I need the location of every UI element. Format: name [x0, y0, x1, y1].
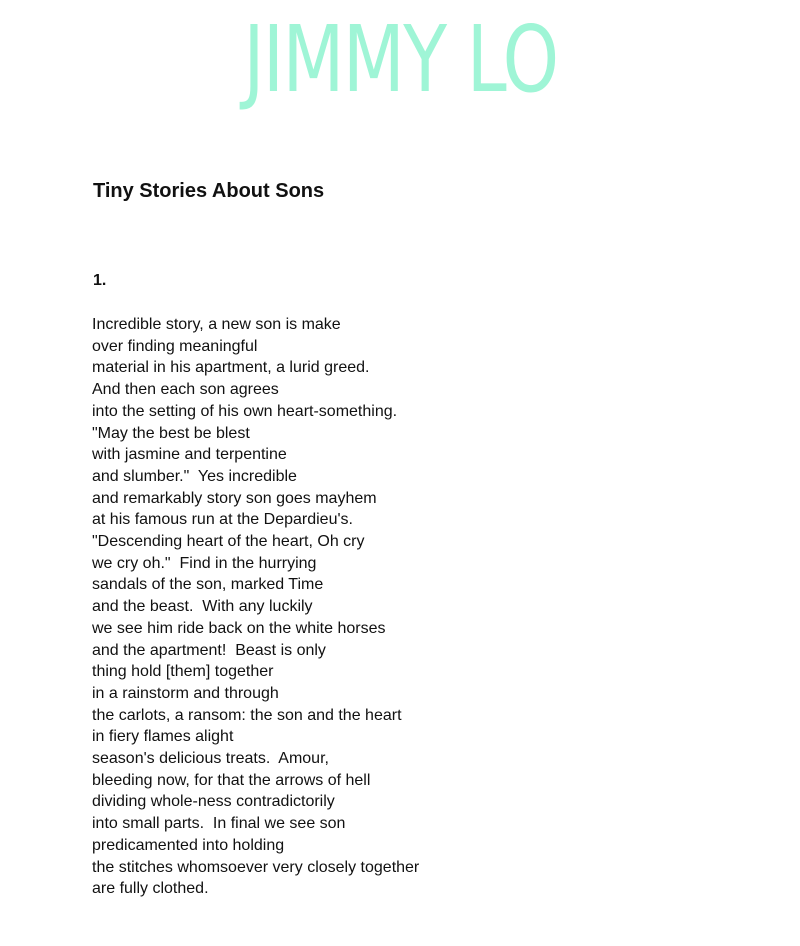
poem-line: and slumber." Yes incredible	[92, 467, 297, 485]
poem-line: over finding meaningful	[92, 337, 258, 355]
poem-line: "May the best be blest	[92, 424, 250, 442]
poem-line: with jasmine and terpentine	[92, 446, 287, 464]
poem-line: season's delicious treats. Amour,	[92, 750, 329, 768]
poem-line: the stitches whomsoever very closely together	[92, 858, 420, 876]
poem-line: and remarkably story son goes mayhem	[92, 489, 377, 507]
poem-line: and the beast. With any luckily	[92, 598, 313, 616]
poem-line: we see him ride back on the white horses	[92, 619, 386, 637]
site-title-text: JIMMY LO	[242, 6, 558, 113]
section-number: 1.	[93, 272, 107, 289]
poem-body	[92, 314, 419, 900]
poem-line: the carlots, a ransom: the son and the heart	[92, 706, 402, 724]
poem-line: at his famous run at the Depardieu's.	[92, 511, 353, 529]
poem-line: into small parts. In final we see son	[92, 815, 346, 833]
poem-line: "Descending heart of the heart, Oh cry	[92, 533, 365, 551]
poem-line: thing hold [them] together	[92, 663, 274, 681]
site-title[interactable]	[0, 6, 800, 113]
poem-line: in fiery flames alight	[92, 728, 234, 746]
poem-line: And then each son agrees	[92, 381, 279, 399]
poem-line: bleeding now, for that the arrows of hell	[92, 771, 371, 789]
post-title: Tiny Stories About Sons	[93, 180, 325, 202]
poem-line: we cry oh." Find in the hurrying	[92, 554, 317, 572]
poem-line: dividing whole-ness contradictorily	[92, 793, 335, 811]
poem-line: and the apartment! Beast is only	[92, 641, 326, 659]
poem-line: are fully clothed.	[92, 880, 209, 898]
poem-line: material in his apartment, a lurid greed.	[92, 359, 370, 377]
poem-line: in a rainstorm and through	[92, 684, 279, 702]
poem-line: sandals of the son, marked Time	[92, 576, 324, 594]
poem-line: into the setting of his own heart-something.	[92, 402, 398, 420]
poem-line: Incredible story, a new son is make	[92, 316, 341, 333]
poem-line: predicamented into holding	[92, 836, 285, 854]
